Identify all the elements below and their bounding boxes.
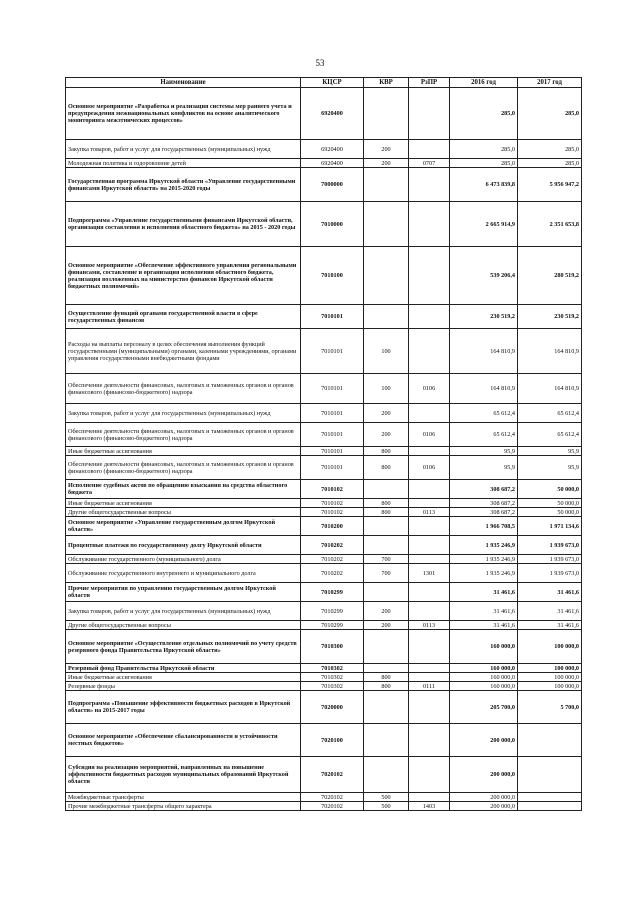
- cell-2016: 539 206,4: [450, 247, 518, 305]
- cell-kcsr: 7010101: [301, 305, 364, 329]
- cell-2016: 31 461,6: [450, 621, 518, 630]
- cell-kvr: [364, 757, 409, 793]
- cell-2017: [518, 757, 582, 793]
- cell-name: Закупка товаров, работ и услуг для государственных (муниципальных) нужд: [66, 140, 301, 159]
- cell-kvr: [364, 202, 409, 247]
- cell-kcsr: 7020102: [301, 802, 364, 811]
- cell-kcsr: 7010202: [301, 564, 364, 583]
- cell-2017: 164 810,9: [518, 329, 582, 374]
- cell-name: Прочие межбюджетные трансферты общего характера: [66, 802, 301, 811]
- cell-name: Подпрограмма «Управление государственными финансами Иркутской области, организация составления и исполнения областного бюджета» на 2015 - 2020 годы: [66, 202, 301, 247]
- cell-2017: 285,0: [518, 140, 582, 159]
- cell-2016: 160 000,0: [450, 673, 518, 682]
- cell-kvr: 800: [364, 447, 409, 456]
- table-row: [66, 159, 582, 168]
- cell-kvr: 700: [364, 564, 409, 583]
- cell-rzpr: [409, 140, 450, 159]
- cell-kvr: 500: [364, 802, 409, 811]
- cell-kcsr: 7010101: [301, 374, 364, 404]
- cell-2016: 230 519,2: [450, 305, 518, 329]
- cell-2017: [518, 793, 582, 802]
- cell-name: Межбюджетные трансферты: [66, 793, 301, 802]
- table-row: [66, 621, 582, 630]
- cell-2016: 65 612,4: [450, 423, 518, 447]
- table-row: [66, 168, 582, 202]
- cell-kcsr: 7010299: [301, 602, 364, 621]
- cell-2016: 1 935 246,9: [450, 536, 518, 555]
- table-row: [66, 583, 582, 602]
- cell-kcsr: 7010101: [301, 423, 364, 447]
- cell-2016: 31 461,6: [450, 583, 518, 602]
- cell-kvr: 200: [364, 621, 409, 630]
- cell-kvr: 700: [364, 555, 409, 564]
- cell-2017: [518, 802, 582, 811]
- cell-2016: 1 935 246,9: [450, 555, 518, 564]
- cell-rzpr: 1403: [409, 802, 450, 811]
- cell-kcsr: 7010100: [301, 247, 364, 305]
- cell-2017: 65 612,4: [518, 423, 582, 447]
- cell-2017: 285,0: [518, 159, 582, 168]
- cell-2016: 6 473 839,8: [450, 168, 518, 202]
- cell-rzpr: [409, 602, 450, 621]
- cell-2017: 1 939 673,0: [518, 555, 582, 564]
- cell-name: Иные бюджетные ассигнования: [66, 447, 301, 456]
- cell-2017: 1 939 673,0: [518, 564, 582, 583]
- cell-2016: 164 810,9: [450, 374, 518, 404]
- cell-2016: 95,9: [450, 447, 518, 456]
- cell-kcsr: 7010101: [301, 456, 364, 480]
- cell-kvr: 100: [364, 329, 409, 374]
- cell-rzpr: [409, 757, 450, 793]
- cell-kcsr: 7020102: [301, 793, 364, 802]
- table-row: [66, 664, 582, 673]
- cell-rzpr: [409, 555, 450, 564]
- header-kvr: КВР: [364, 78, 409, 88]
- cell-name: Иные бюджетные ассигнования: [66, 499, 301, 508]
- cell-name: Обслуживание государственного (муниципального) долга: [66, 555, 301, 564]
- cell-2017: 280 519,2: [518, 247, 582, 305]
- table-row: [66, 456, 582, 480]
- table-row: [66, 802, 582, 811]
- cell-kcsr: 7010000: [301, 202, 364, 247]
- cell-kvr: 200: [364, 423, 409, 447]
- cell-kvr: [364, 536, 409, 555]
- cell-2017: 31 461,6: [518, 621, 582, 630]
- table-row: [66, 88, 582, 140]
- table-row: [66, 140, 582, 159]
- cell-kcsr: 7020102: [301, 757, 364, 793]
- cell-2016: 160 000,0: [450, 630, 518, 664]
- cell-name: Обеспечение деятельности финансовых, налоговых и таможенных органов и органов финансового (финансово-бюджетного) надзора: [66, 374, 301, 404]
- cell-2017: 50 000,0: [518, 480, 582, 499]
- cell-rzpr: 0106: [409, 456, 450, 480]
- cell-rzpr: [409, 583, 450, 602]
- cell-2016: 65 612,4: [450, 404, 518, 423]
- cell-name: Обеспечение деятельности финансовых, налоговых и таможенных органов и органов финансового (финансово-бюджетного) надзора: [66, 423, 301, 447]
- cell-2017: 100 000,0: [518, 673, 582, 682]
- table-row: [66, 630, 582, 664]
- cell-rzpr: [409, 499, 450, 508]
- table-row: [66, 555, 582, 564]
- table-row: [66, 517, 582, 536]
- cell-name: Подпрограмма «Повышение эффективности бюджетных расходов в Иркутской области» на 2015-2017 годы: [66, 691, 301, 724]
- cell-2017: 50 000,0: [518, 508, 582, 517]
- cell-kvr: 800: [364, 508, 409, 517]
- cell-kcsr: 7010200: [301, 517, 364, 536]
- cell-2016: 95,9: [450, 456, 518, 480]
- cell-name: Закупка товаров, работ и услуг для государственных (муниципальных) нужд: [66, 602, 301, 621]
- cell-rzpr: 0113: [409, 621, 450, 630]
- cell-2016: 200 000,0: [450, 793, 518, 802]
- cell-rzpr: [409, 404, 450, 423]
- table-row: [66, 202, 582, 247]
- cell-rzpr: [409, 202, 450, 247]
- cell-name: Иные бюджетные ассигнования: [66, 673, 301, 682]
- cell-name: Основное мероприятие «Разработка и реализация системы мер раннего учета и предупреждения межнациональных конфликтов на основе аналитического мониторинга межэтнических процессов»: [66, 88, 301, 140]
- cell-name: Закупка товаров, работ и услуг для государственных (муниципальных) нужд: [66, 404, 301, 423]
- cell-kcsr: 7020000: [301, 691, 364, 724]
- cell-2017: 285,0: [518, 88, 582, 140]
- cell-2017: 5 700,0: [518, 691, 582, 724]
- cell-kvr: [364, 480, 409, 499]
- cell-kcsr: 7010202: [301, 555, 364, 564]
- cell-kvr: [364, 664, 409, 673]
- cell-name: Основное мероприятие «Обеспечение сбалансированности и устойчивости местных бюджетов»: [66, 724, 301, 757]
- table-row: [66, 724, 582, 757]
- cell-kvr: 800: [364, 456, 409, 480]
- cell-kcsr: 7000000: [301, 168, 364, 202]
- cell-2016: 308 687,2: [450, 508, 518, 517]
- budget-table: [65, 77, 582, 811]
- cell-name: Другие общегосударственные вопросы: [66, 621, 301, 630]
- cell-kcsr: 7010302: [301, 682, 364, 691]
- cell-kvr: 800: [364, 499, 409, 508]
- cell-kcsr: 7010302: [301, 673, 364, 682]
- cell-2016: 308 687,2: [450, 499, 518, 508]
- cell-2016: 308 687,2: [450, 480, 518, 499]
- table-row: [66, 499, 582, 508]
- cell-name: Расходы на выплаты персоналу в целях обеспечения выполнения функций государственными (муниципальными) органами, казенными учреждениями, органами управления государственными внебюджетными фондами: [66, 329, 301, 374]
- cell-rzpr: [409, 536, 450, 555]
- cell-kcsr: 7010300: [301, 630, 364, 664]
- cell-name: Основное мероприятие «Обеспечение эффективного управления региональными финансами, составление и организация исполнения областного бюджета, реализация возложенных на министерство финансов Иркутской области бюджетных полномочий»: [66, 247, 301, 305]
- cell-kvr: 200: [364, 404, 409, 423]
- cell-name: Резервные фонды: [66, 682, 301, 691]
- cell-2016: 1 966 708,5: [450, 517, 518, 536]
- cell-2016: 205 700,0: [450, 691, 518, 724]
- cell-rzpr: [409, 691, 450, 724]
- cell-kvr: 800: [364, 682, 409, 691]
- cell-name: Основное мероприятие «Управление государственным долгом Иркутской области»: [66, 517, 301, 536]
- cell-2016: 2 665 914,9: [450, 202, 518, 247]
- table-row: [66, 564, 582, 583]
- table-row: [66, 374, 582, 404]
- header-rzpr: РзПР: [409, 78, 450, 88]
- cell-rzpr: 0111: [409, 682, 450, 691]
- cell-rzpr: 0113: [409, 508, 450, 517]
- table-body: [66, 88, 582, 811]
- cell-rzpr: 1301: [409, 564, 450, 583]
- cell-rzpr: [409, 168, 450, 202]
- cell-kvr: [364, 583, 409, 602]
- cell-kvr: 200: [364, 159, 409, 168]
- cell-kcsr: 7010102: [301, 480, 364, 499]
- cell-name: Другие общегосударственные вопросы: [66, 508, 301, 517]
- cell-2016: 285,0: [450, 159, 518, 168]
- cell-rzpr: 0106: [409, 374, 450, 404]
- cell-kvr: 100: [364, 374, 409, 404]
- table-row: [66, 691, 582, 724]
- cell-kvr: 500: [364, 793, 409, 802]
- cell-rzpr: 0707: [409, 159, 450, 168]
- cell-2017: 95,9: [518, 447, 582, 456]
- cell-2017: 31 461,6: [518, 583, 582, 602]
- cell-kvr: [364, 691, 409, 724]
- cell-kcsr: 6920400: [301, 88, 364, 140]
- cell-kcsr: 7010101: [301, 329, 364, 374]
- cell-2016: 1 935 246,9: [450, 564, 518, 583]
- cell-rzpr: [409, 724, 450, 757]
- cell-kcsr: 7020100: [301, 724, 364, 757]
- cell-kcsr: 7010101: [301, 447, 364, 456]
- table-row: [66, 480, 582, 499]
- cell-2017: 164 810,9: [518, 374, 582, 404]
- cell-kcsr: 7010299: [301, 583, 364, 602]
- table-row: [66, 508, 582, 517]
- cell-2017: 65 612,4: [518, 404, 582, 423]
- table-row: [66, 757, 582, 793]
- cell-2016: 160 000,0: [450, 664, 518, 673]
- table-row: [66, 793, 582, 802]
- cell-2016: 200 000,0: [450, 802, 518, 811]
- cell-2016: 31 461,6: [450, 602, 518, 621]
- table-row: [66, 602, 582, 621]
- cell-rzpr: [409, 673, 450, 682]
- cell-kvr: [364, 247, 409, 305]
- cell-2017: 5 956 947,2: [518, 168, 582, 202]
- cell-rzpr: [409, 793, 450, 802]
- cell-kcsr: 7010299: [301, 621, 364, 630]
- cell-kcsr: 7010202: [301, 536, 364, 555]
- cell-rzpr: [409, 247, 450, 305]
- header-2016: 2016 год: [450, 78, 518, 88]
- cell-2017: [518, 724, 582, 757]
- cell-name: Осуществление функций органами государственной власти в сфере государственных финансов: [66, 305, 301, 329]
- cell-name: Процентные платежи по государственному долгу Иркутской области: [66, 536, 301, 555]
- cell-name: Обслуживание государственного внутреннего и муниципального долга: [66, 564, 301, 583]
- cell-rzpr: 0106: [409, 423, 450, 447]
- table-row: [66, 247, 582, 305]
- cell-2016: 160 000,0: [450, 682, 518, 691]
- table-row: [66, 536, 582, 555]
- cell-rzpr: [409, 664, 450, 673]
- table-header-row: [66, 78, 582, 88]
- cell-kvr: [364, 630, 409, 664]
- cell-kcsr: 7010302: [301, 664, 364, 673]
- cell-rzpr: [409, 480, 450, 499]
- cell-2016: 285,0: [450, 88, 518, 140]
- cell-kvr: [364, 517, 409, 536]
- cell-2017: 230 519,2: [518, 305, 582, 329]
- table-row: [66, 329, 582, 374]
- header-kcsr: КЦСР: [301, 78, 364, 88]
- cell-rzpr: [409, 88, 450, 140]
- cell-name: Основное мероприятие «Осуществление отдельных полномочий по учету средств резервного фонда Правительства Иркутской области»: [66, 630, 301, 664]
- cell-2017: 2 351 653,8: [518, 202, 582, 247]
- header-2017: 2017 год: [518, 78, 582, 88]
- cell-rzpr: [409, 305, 450, 329]
- cell-kvr: [364, 724, 409, 757]
- cell-kvr: [364, 168, 409, 202]
- cell-kvr: 200: [364, 602, 409, 621]
- cell-name: Исполнение судебных актов по обращению взыскания на средства областного бюджета: [66, 480, 301, 499]
- cell-2016: 164 810,9: [450, 329, 518, 374]
- cell-kvr: [364, 88, 409, 140]
- cell-rzpr: [409, 329, 450, 374]
- cell-2017: 100 000,0: [518, 682, 582, 691]
- table-row: [66, 305, 582, 329]
- cell-name: Субсидия на реализацию мероприятий, направленных на повышение эффективности бюджетных расходов муниципальных образований Иркутской области: [66, 757, 301, 793]
- page-number: 53: [315, 58, 325, 68]
- table-row: [66, 404, 582, 423]
- cell-name: Молодежная политика и оздоровление детей: [66, 159, 301, 168]
- cell-name: Обеспечение деятельности финансовых, налоговых и таможенных органов и органов финансового (финансово-бюджетного) надзора: [66, 456, 301, 480]
- cell-kvr: [364, 305, 409, 329]
- cell-kcsr: 7010102: [301, 499, 364, 508]
- cell-2017: 50 000,0: [518, 499, 582, 508]
- cell-2016: 200 000,0: [450, 757, 518, 793]
- cell-rzpr: [409, 630, 450, 664]
- cell-kcsr: 7010101: [301, 404, 364, 423]
- cell-kcsr: 7010102: [301, 508, 364, 517]
- header-name: Наименование: [66, 78, 301, 88]
- cell-2017: 1 939 673,0: [518, 536, 582, 555]
- cell-2016: 200 000,0: [450, 724, 518, 757]
- cell-2017: 1 971 134,6: [518, 517, 582, 536]
- cell-kvr: 200: [364, 140, 409, 159]
- cell-2017: 100 000,0: [518, 664, 582, 673]
- cell-2017: 100 000,0: [518, 630, 582, 664]
- cell-name: Резервный фонд Правительства Иркутской области: [66, 664, 301, 673]
- cell-2017: 95,9: [518, 456, 582, 480]
- table-row: [66, 673, 582, 682]
- cell-kcsr: 6920400: [301, 159, 364, 168]
- table-row: [66, 423, 582, 447]
- cell-2016: 285,0: [450, 140, 518, 159]
- table-row: [66, 447, 582, 456]
- cell-rzpr: [409, 447, 450, 456]
- cell-kvr: 800: [364, 673, 409, 682]
- cell-name: Прочие мероприятия по управлению государственным долгом Иркутской области: [66, 583, 301, 602]
- cell-rzpr: [409, 517, 450, 536]
- cell-2017: 31 461,6: [518, 602, 582, 621]
- cell-kcsr: 6920400: [301, 140, 364, 159]
- table-row: [66, 682, 582, 691]
- cell-name: Государственная программа Иркутской области «Управление государственными финансами Иркутской области» на 2015-2020 годы: [66, 168, 301, 202]
